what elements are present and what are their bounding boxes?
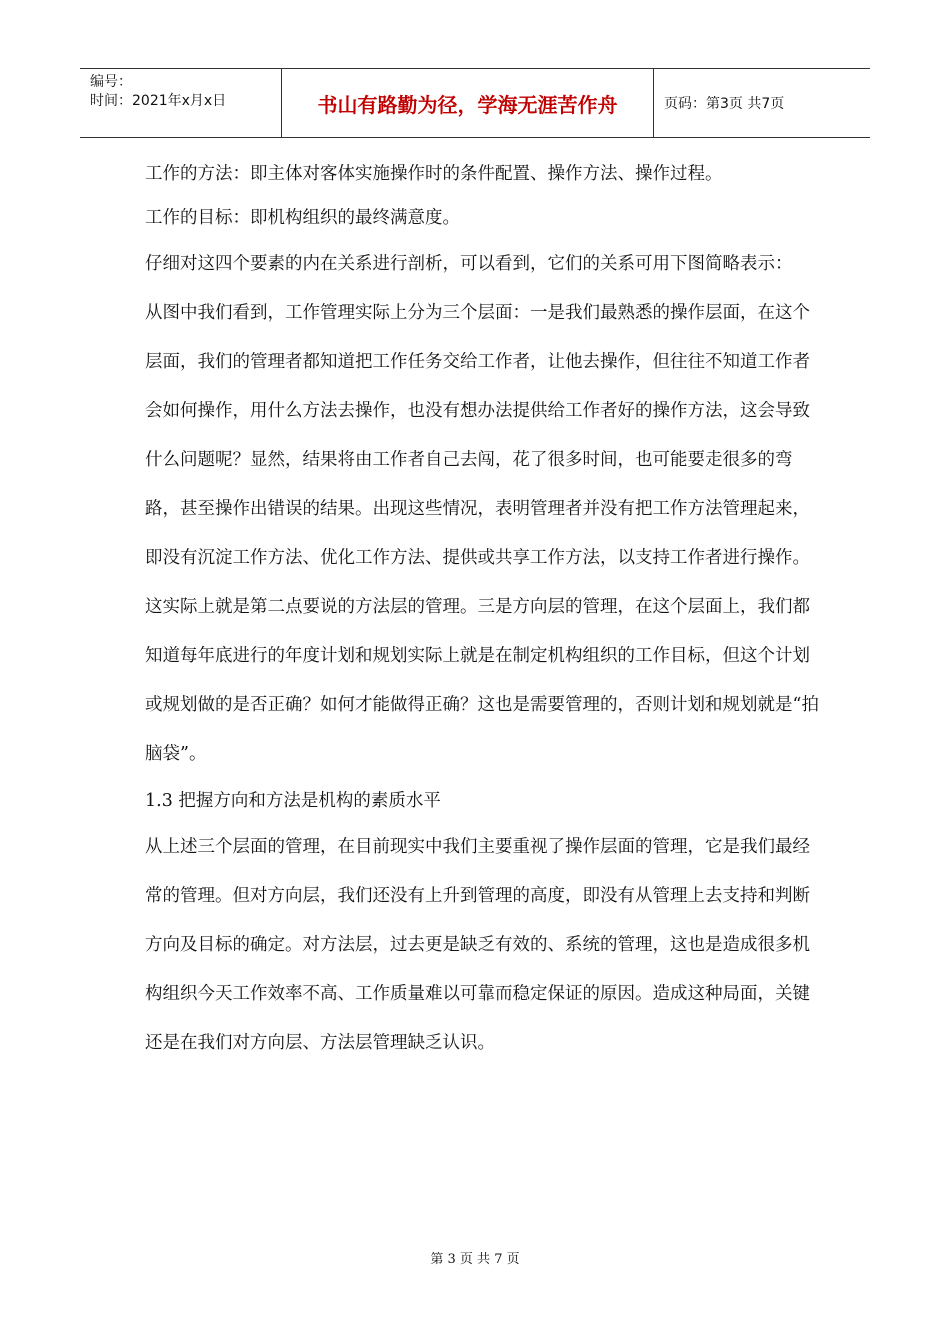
section-heading: 1.3 把握方向和方法是机构的素质水平 [145, 791, 441, 811]
page-header [80, 68, 870, 138]
document-body [145, 152, 825, 1068]
paragraph-conclusion: 从上述三个层面的管理，在目前现实中我们主要重视了操作层面的管理，它是我们最经常的管理。但对方向层，我们还没有上升到管理的高度，即没有从管理上去支持和判断方向及目标的确定。对方法层，过去更是缺乏有效的、系统的管理，这也是造成很多机构组织今天工作效率不高、工作质量难以可靠而稳定保证的原因。造成这种局面，关键还是在我们对方向层、方法层管理缺乏认识。 [145, 837, 810, 1053]
paragraph-method: 工作的方法：即主体对客体实施操作时的条件配置、操作方法、操作过程。 [145, 164, 723, 184]
document-number-label: 编号： [90, 74, 132, 90]
page-footer: 第 3 页 共 7 页 [430, 1252, 520, 1267]
document-time-label: 时间：2021年x月x日 [90, 93, 227, 109]
paragraph-analysis: 仔细对这四个要素的内在关系进行剖析，可以看到，它们的关系可用下图简略表示： [145, 254, 793, 274]
header-page-info: 页码：第3页 共7页 [664, 96, 785, 112]
paragraph-goal: 工作的目标：即机构组织的最终满意度。 [145, 208, 460, 228]
paragraph-three-levels: 从图中我们看到，工作管理实际上分为三个层面：一是我们最熟悉的操作层面，在这个层面，我们的管理者都知道把工作任务交给工作者，让他去操作，但往往不知道工作者会如何操作，用什么方法去操作，也没有想办法提供给工作者好的操作方法，这会导致什么问题呢？显然，结果将由工作者自己去闯，花了很多时间，也可能要走很多的弯路，甚至操作出错误的结果。出现这些情况，表明管理者并没有把工作方法管理起来，即没有沉淀工作方法、优化工作方法、提供或共享工作方法，以支持工作者进行操作。这实际上就是第二点要说的方法层的管理。三是方向层的管理，在这个层面上，我们都知道每年底进行的年度计划和规划实际上就是在制定机构组织的工作目标，但这个计划或规划做的是否正确？如何才能做得正确？这也是需要管理的，否则计划和规划就是“拍脑袋”。 [145, 303, 819, 764]
header-meta [80, 69, 282, 137]
header-motto: 书山有路勤为径，学海无涯苦作舟 [282, 69, 654, 137]
